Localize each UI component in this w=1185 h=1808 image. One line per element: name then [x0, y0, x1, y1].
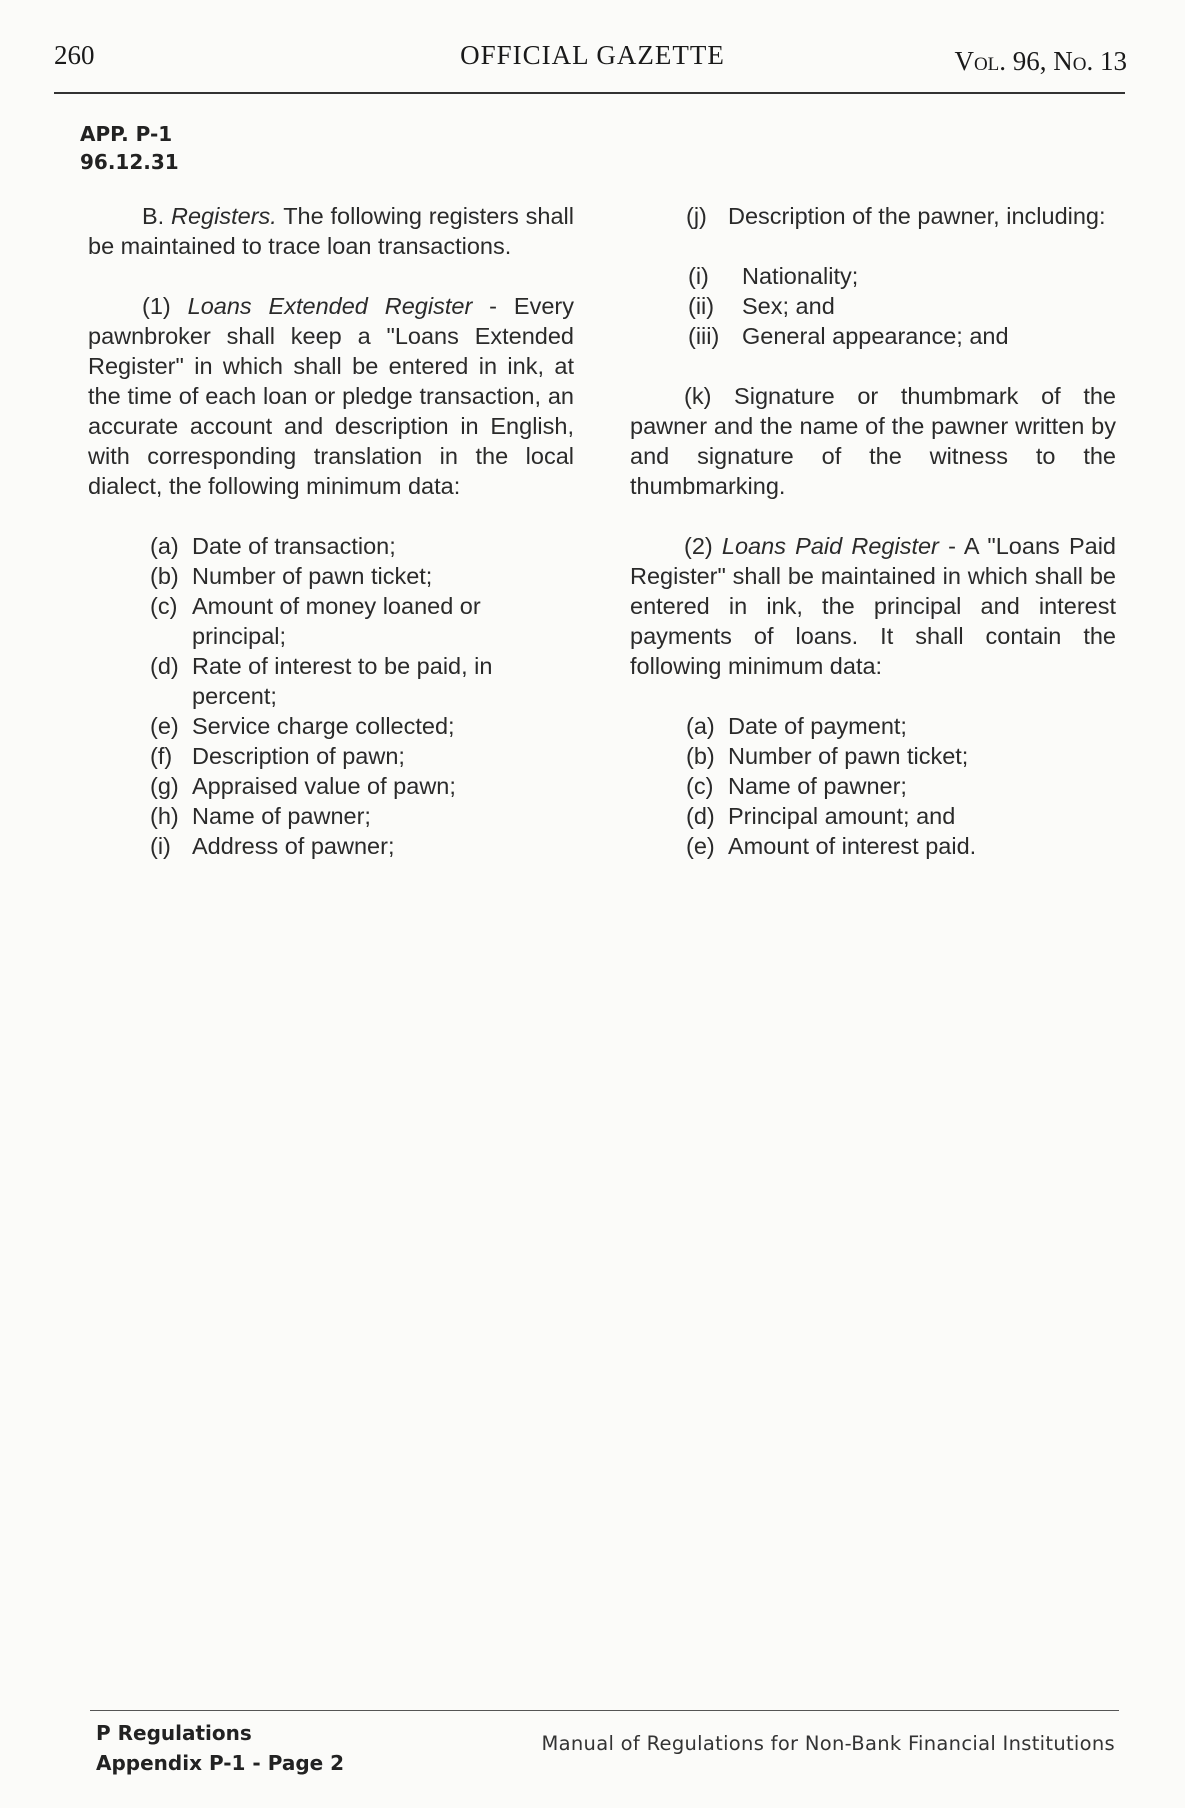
loans-paid-heading: Loans Paid Register — [721, 533, 939, 559]
list-item: (g) Appraised value of pawn; — [150, 773, 456, 799]
footer-appendix-page: Appendix P-1 - Page 2 — [96, 1751, 345, 1775]
footer-rule — [90, 1710, 1119, 1711]
registers-intro — [88, 201, 574, 261]
header-rule — [54, 92, 1125, 94]
list-item: (j) Description of the pawner, including: — [686, 203, 1106, 229]
list-item: (h) Name of pawner; — [150, 803, 371, 829]
list-item: (ii) Sex; and — [688, 293, 835, 319]
publication-title: OFFICIAL GAZETTE — [460, 40, 725, 70]
loans-extended-prefix: (1) — [142, 293, 188, 319]
item-j — [686, 201, 1116, 231]
list-item: (f) Description of pawn; — [150, 743, 405, 769]
list-item: (b) Number of pawn ticket; — [686, 743, 969, 769]
appendix-date: 96.12.31 — [80, 150, 179, 174]
list-item: (e) Amount of interest paid. — [686, 833, 977, 859]
left-column — [88, 201, 574, 861]
loans-paid-paragraph — [630, 531, 1116, 681]
footer-section — [96, 1718, 344, 1778]
registers-text: The following registers shall be maintained to trace loan transactions. — [88, 203, 574, 259]
footer-regulations: P Regulations — [96, 1721, 252, 1745]
loans-extended-text: - Every pawnbroker shall keep a "Loans Extended Register" in which shall be entered in ink, at the time of each loan or pledge transaction, an accurate account and description in English, with corresponding translation in the local dialect, the following minimum data: — [88, 293, 574, 499]
list-item: (i) Address of pawner; — [150, 833, 395, 859]
list-item: (d) Principal amount; and — [686, 803, 956, 829]
footer-manual-title: Manual of Regulations for Non-Bank Financial Institutions — [541, 1732, 1115, 1755]
appendix-reference — [80, 120, 179, 176]
item-k-paragraph: (k) Signature or thumbmark of the pawner and the name of the pawner written by and signature of the witness to the thumbmarking. — [630, 383, 1116, 499]
list-item: (b) Number of pawn ticket; — [150, 563, 433, 589]
registers-heading: Registers. — [171, 203, 277, 229]
pawner-description-list — [688, 261, 1116, 351]
loans-extended-heading: Loans Extended Register — [187, 293, 473, 319]
loans-paid-prefix: (2) — [684, 533, 722, 559]
page-number: 260 — [54, 40, 95, 70]
list-item: (d) Rate of interest to be paid, in percent; — [150, 653, 493, 709]
volume-number: Vol. 96, No. 13 — [954, 46, 1127, 76]
loans-extended-paragraph — [88, 291, 574, 501]
loans-paid-text: - A "Loans Paid Register" shall be maintained in which shall be entered in ink, the principal and interest payments of loans. It shall contain the following minimum data: — [630, 533, 1116, 679]
list-item: (iii) General appearance; and — [688, 323, 1009, 349]
loans-paid-list — [686, 711, 1116, 861]
right-column — [630, 201, 1116, 861]
list-item: (c) Amount of money loaned or principal; — [150, 593, 481, 649]
list-item: (i) Nationality; — [688, 263, 859, 289]
list-item: (a) Date of transaction; — [150, 533, 396, 559]
loans-extended-list — [150, 531, 574, 861]
registers-prefix: B. — [142, 203, 172, 229]
appendix-code: APP. P-1 — [80, 122, 173, 146]
list-item: (c) Name of pawner; — [686, 773, 907, 799]
list-item: (a) Date of payment; — [686, 713, 907, 739]
list-item: (e) Service charge collected; — [150, 713, 455, 739]
